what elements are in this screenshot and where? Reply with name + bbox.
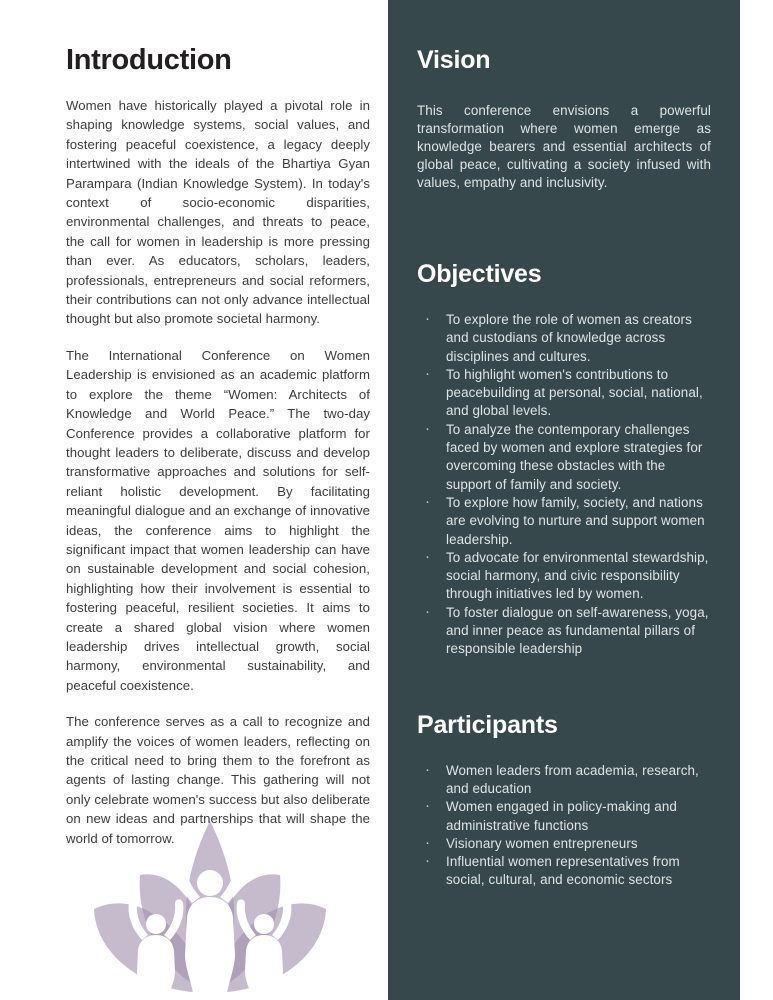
list-item: · To explore how family, society, and nations are evolving to nurture and support women leadership. (417, 494, 711, 549)
objectives-list (417, 311, 711, 659)
list-item: · To advocate for environmental stewardship, social harmony, and civic responsibility through initiatives led by women. (417, 549, 711, 604)
vision-section (417, 46, 711, 192)
participants-list (417, 762, 711, 890)
introduction-paragraph: The conference serves as a call to recognize and amplify the voices of women leaders, reflecting on the critical need to bring them to the forefront as agents of lasting change. This gathering will not only celebrate women's success but also deliberate on new ideas and partnerships that will shape the world of tomorrow. (66, 714, 370, 846)
right-dark-panel (388, 0, 740, 1000)
participants-section (417, 711, 711, 890)
vision-heading: Vision (417, 46, 491, 74)
objectives-section (417, 260, 711, 659)
list-item: · To analyze the contemporary challenges faced by women and explore strategies for overcoming these obstacles with the support of family and society. (417, 421, 711, 494)
list-item: · Women engaged in policy-making and administrative functions (417, 798, 711, 835)
list-item: · Women leaders from academia, research, and education (417, 762, 711, 799)
objectives-heading: Objectives (417, 260, 542, 288)
introduction-heading: Introduction (66, 44, 232, 76)
participants-heading: Participants (417, 710, 558, 739)
list-item: · Visionary women entrepreneurs (417, 835, 711, 853)
introduction-paragraph: The International Conference on Women Leadership is envisioned as an academic platform to explore the theme “Women: Architects of Knowledge and World Peace.” The two-day Conference provides a collaborative platform for thought leaders to deliberate, discuss and develop transformative approaches and solutions for self-reliant holistic development. By facilitating meaningful dialogue and an exchange of innovative ideas, the conference aims to highlight the significant impact that women leadership can have on sustainable development and social cohesion, highlighting how their involvement is essential to fostering peaceful, resilient societies. It aims to create a shared global vision where women leadership drives intellectual growth, social harmony, environmental sustainability, and peaceful coexistence. (66, 347, 370, 693)
vision-text: This conference envisions a powerful transformation where women emerge as knowledge bearers and essential architects of global peace, cultivating a society infused with values, empathy and inclusivity. (417, 103, 711, 190)
panel-content (417, 46, 711, 890)
introduction-column (66, 44, 370, 848)
list-item: · To highlight women's contributions to peacebuilding at personal, social, national, and global levels. (417, 366, 711, 421)
introduction-paragraph: Women have historically played a pivotal role in shaping knowledge systems, social values, and fostering peaceful coexistence, a legacy deeply intertwined with the ideals of the Bhartiya Gyan Parampara (Indian Knowledge System). In today's context of socio-economic disparities, environmental challenges, and threats to peace, the call for women in leadership is more pressing than ever. As educators, scholars, leaders, professionals, entrepreneurs and social reformers, their contributions can not only advance intellectual thought but also promote societal harmony. (66, 98, 370, 327)
list-item: · Influential women representatives from social, cultural, and economic sectors (417, 853, 711, 890)
list-item: · To explore the role of women as creators and custodians of knowledge across disciplines and cultures. (417, 311, 711, 366)
list-item: · To foster dialogue on self-awareness, yoga, and inner peace as fundamental pillars of responsible leadership (417, 604, 711, 659)
